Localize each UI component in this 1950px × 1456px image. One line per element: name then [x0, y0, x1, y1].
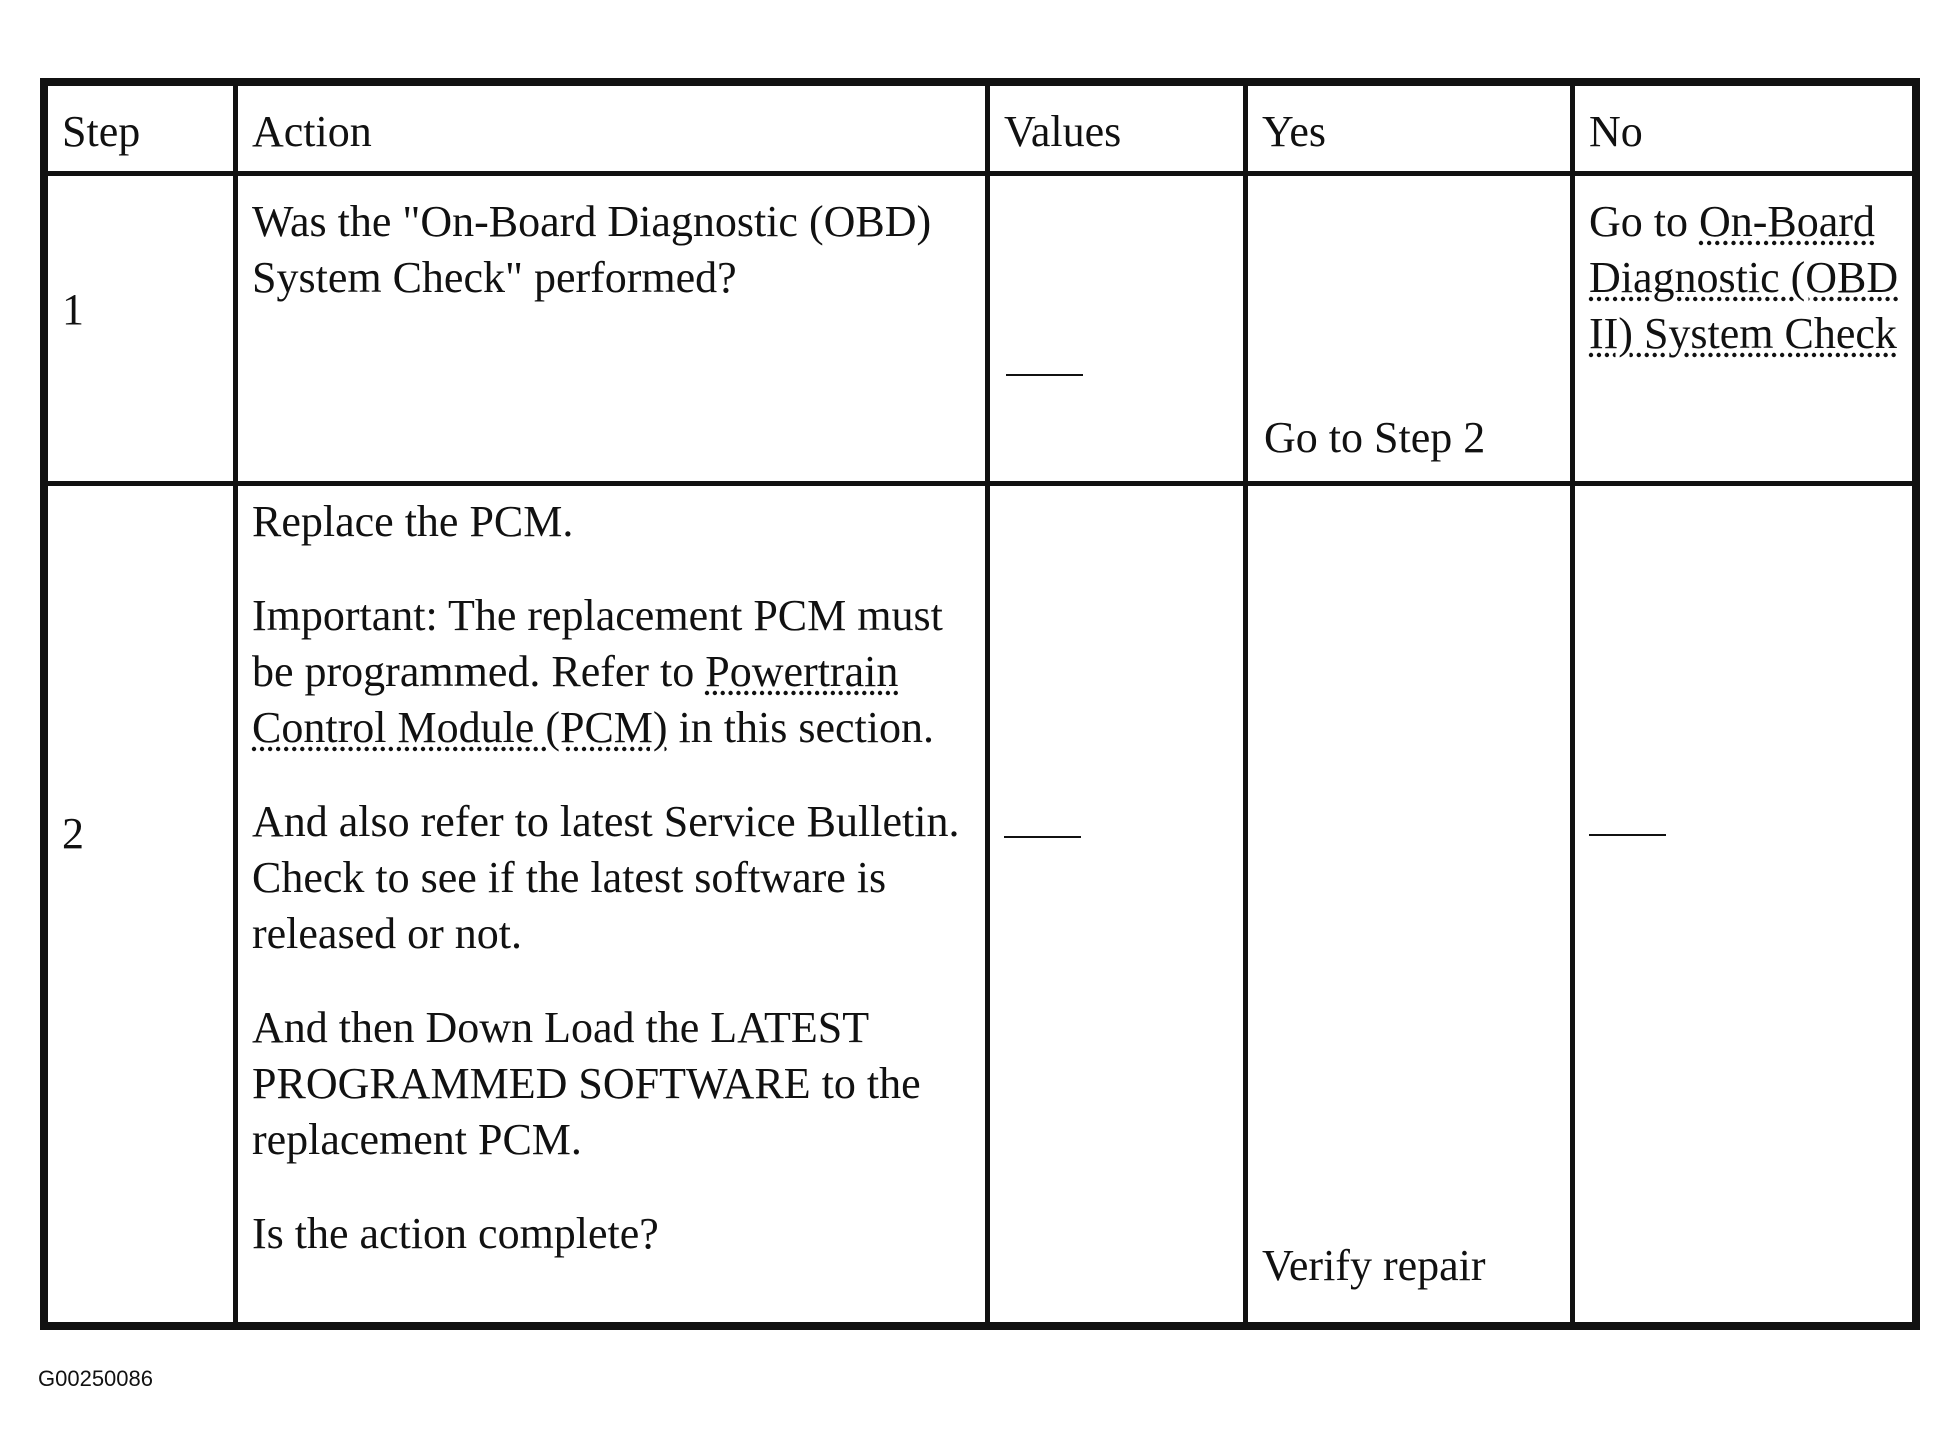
obd-system-check-link[interactable]: On-Board Diagnostic (OBD II) System Check [1589, 197, 1899, 358]
action-text: Was the "On-Board Diagnostic (OBD) System Check" performed? [252, 197, 932, 302]
table-header-row [48, 86, 1912, 176]
diagnostic-table [40, 78, 1920, 1330]
table-row [48, 486, 1912, 1322]
action-paragraph: Replace the PCM. [252, 497, 574, 546]
action-paragraph [252, 588, 980, 756]
action-paragraph-text: Important: The replacement PCM must be programmed. Refer to [252, 591, 943, 696]
action-paragraph: And then Down Load the LATEST PROGRAMMED SOFTWARE to the replacement PCM. [252, 1003, 921, 1164]
action-paragraph-suffix: in this section. [678, 703, 935, 752]
no-empty-dash [1589, 834, 1666, 836]
header-yes: Yes [1262, 107, 1327, 156]
action-question: Is the action complete? [252, 1209, 659, 1258]
header-values: Values [1004, 107, 1122, 156]
header-no: No [1589, 107, 1643, 156]
header-step: Step [62, 107, 141, 156]
no-result [1589, 194, 1901, 362]
pcm-link[interactable]: Powertrain Control Module (PCM) [252, 647, 899, 752]
header-action: Action [252, 107, 372, 156]
values-empty-dash [1006, 374, 1083, 376]
values-empty-dash [1004, 836, 1081, 838]
yes-result: Go to Step 2 [1264, 413, 1486, 462]
table-row [48, 176, 1912, 486]
figure-id: G00250086 [38, 1366, 153, 1391]
action-paragraph: And also refer to latest Service Bulletin. Check to see if the latest software is released or not. [252, 797, 960, 958]
yes-result: Verify repair [1262, 1241, 1486, 1290]
action-text [252, 494, 980, 1262]
no-result-prefix: Go to [1589, 197, 1688, 246]
step-number: 2 [62, 809, 84, 858]
step-number: 1 [62, 285, 84, 334]
